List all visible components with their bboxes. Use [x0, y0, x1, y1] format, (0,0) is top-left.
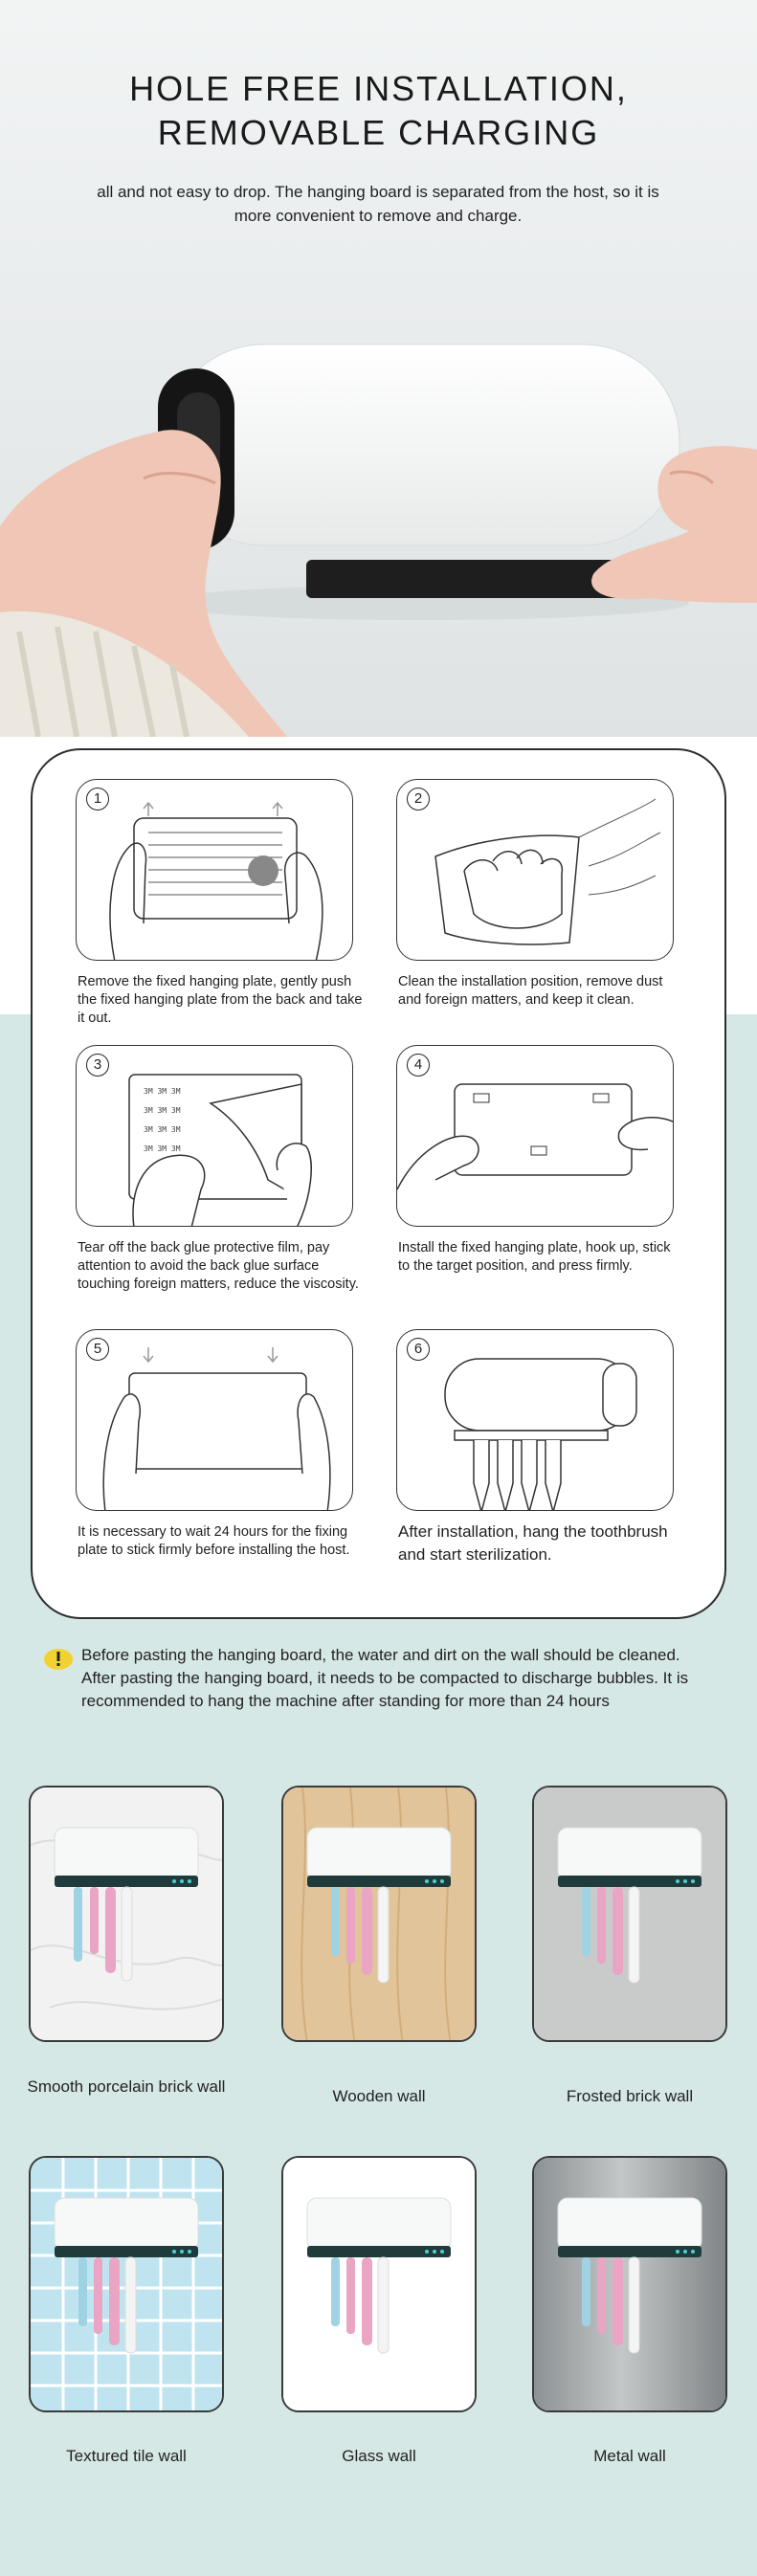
step-number: 2: [407, 788, 430, 811]
glass-wall-photo: [283, 2158, 477, 2412]
wall-tile-frosted-brick: [532, 1786, 727, 2042]
wall-label-glass: Glass wall: [342, 2447, 416, 2465]
hero-title-line2: REMOVABLE CHARGING: [157, 113, 600, 152]
step-3-illustration: [76, 1045, 353, 1227]
hang-toothbrush-illustration: [397, 1330, 674, 1511]
wall-label-textured: Textured tile wall: [66, 2447, 187, 2465]
frosted-brick-wall-photo: [534, 1788, 727, 2042]
warning-icon: [43, 1648, 74, 1671]
hero-title-line1: HOLE FREE INSTALLATION,: [129, 69, 628, 108]
step-number: 4: [407, 1054, 430, 1077]
wall-label-wooden: Wooden wall: [332, 2087, 426, 2105]
wait-24-hours-illustration: [77, 1330, 353, 1511]
hero-section: [0, 0, 757, 737]
step-number: 6: [407, 1338, 430, 1361]
metal-wall-photo: [534, 2158, 727, 2412]
step-1-illustration: [76, 779, 353, 961]
step-2-text: Clean the installation position, remove dust and foreign matters, and keep it clean.: [398, 974, 663, 1008]
install-plate-illustration: [397, 1046, 674, 1227]
step-5-illustration: [76, 1329, 353, 1511]
installation-steps-card: [31, 748, 726, 1619]
step-1-text: Remove the fixed hanging plate, gently push the fixed hanging plate from the back and take it out.: [78, 974, 363, 1026]
note-text: Before pasting the hanging board, the water and dirt on the wall should be cleaned. After pasting the hanging board, it needs to be compacted to discharge bubbles. It is recommended to hang the machine after standing for more than 24 hours: [81, 1646, 689, 1710]
svg-text:3M 3M 3M: 3M 3M 3M: [144, 1106, 181, 1115]
wall-label-frosted-brick: Frosted brick wall: [566, 2087, 694, 2105]
step-2-illustration: [396, 779, 674, 961]
product-photo: [0, 287, 757, 737]
step-number: 3: [86, 1054, 109, 1077]
step-number: 1: [86, 788, 109, 811]
svg-text:3M 3M 3M: 3M 3M 3M: [144, 1125, 181, 1134]
wooden-wall-photo: [283, 1788, 477, 2042]
remove-plate-illustration: [77, 780, 353, 961]
porcelain-wall-photo: [31, 1788, 224, 2042]
wall-tile-porcelain: [29, 1786, 224, 2042]
step-3-text: Tear off the back glue protective film, pay attention to avoid the back glue surface touching foreign matters, reduce the viscosity.: [78, 1240, 359, 1292]
svg-text:3M 3M 3M: 3M 3M 3M: [144, 1144, 181, 1153]
hero-title: [0, 67, 757, 155]
wall-label-porcelain: Smooth porcelain brick wall: [27, 2077, 226, 2096]
step-4-illustration: [396, 1045, 674, 1227]
step-5-text: It is necessary to wait 24 hours for the fixing plate to stick firmly before installing the host.: [78, 1524, 350, 1558]
step-6-text: After installation, hang the toothbrush and start sterilization.: [398, 1522, 668, 1564]
clean-wall-illustration: [397, 780, 674, 961]
step-4-text: Install the fixed hanging plate, hook up, stick to the target position, and press firmly.: [398, 1240, 671, 1274]
textured-tile-wall-photo: [31, 2158, 224, 2412]
wall-tile-glass: [281, 2156, 477, 2412]
wall-tile-metal: [532, 2156, 727, 2412]
step-6-illustration: [396, 1329, 674, 1511]
hero-subtitle: all and not easy to drop. The hanging board is separated from the host, so it is more convenient to remove and charge.: [97, 183, 659, 225]
peel-film-illustration: [77, 1046, 353, 1227]
step-number: 5: [86, 1338, 109, 1361]
sterilizer-device: [55, 1828, 198, 1887]
wall-label-metal: Metal wall: [593, 2447, 666, 2465]
svg-text:3M 3M 3M: 3M 3M 3M: [144, 1087, 181, 1096]
wall-tile-textured: [29, 2156, 224, 2412]
wall-tile-wooden: [281, 1786, 477, 2042]
